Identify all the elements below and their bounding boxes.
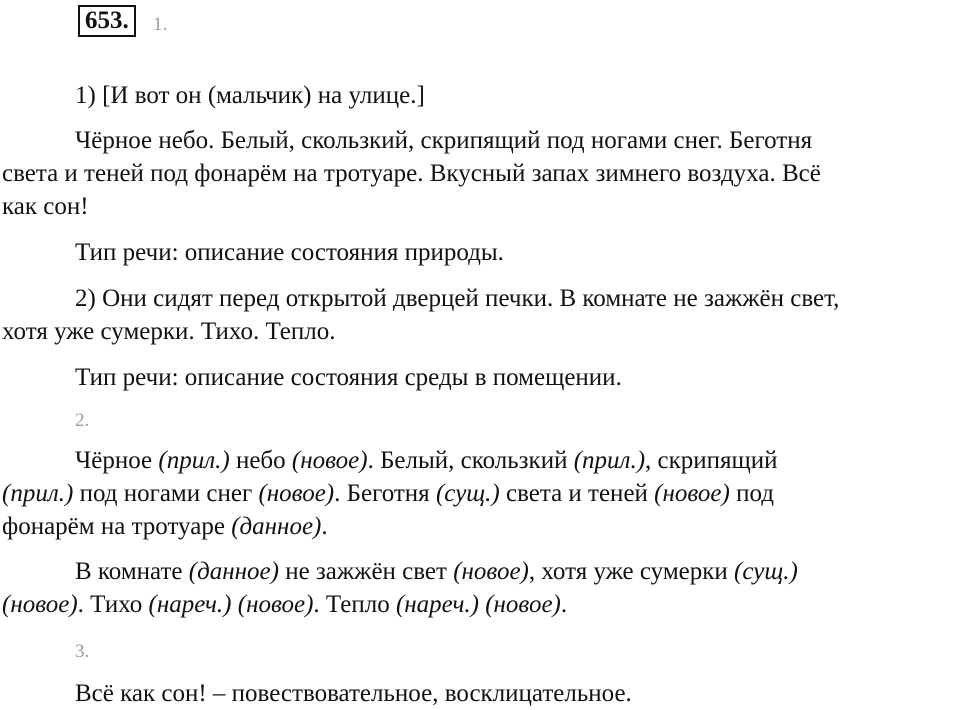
section-marker-3-wrap	[0, 633, 955, 668]
text-line: В комнате (данное) не зажжён свет (новое), хотя уже сумерки (сущ.)	[75, 558, 798, 585]
text-line: (новое). Тихо (нареч.) (новое). Тепло (нареч.) (новое).	[2, 591, 568, 618]
text-line: Чёрное небо. Белый, скользкий, скрипящий под ногами снег. Беготня	[75, 127, 813, 154]
speech-type-2	[0, 361, 955, 394]
text-line: как сон!	[2, 193, 89, 220]
section-marker-2-wrap	[0, 402, 955, 437]
text-line: Всё как сон! – повествовательное, восклицательное.	[75, 680, 632, 707]
part2-paragraph-a	[0, 444, 955, 543]
text-line: хотя уже сумерки. Тихо. Тепло.	[2, 318, 336, 345]
text-line: (прил.) под ногами снег (новое). Беготня (сущ.) света и теней (новое) под	[2, 480, 774, 507]
text-line: Тип речи: описание состояния среды в помещении.	[75, 364, 622, 391]
part2-paragraph-b	[0, 555, 955, 621]
section-marker-2: 2.	[75, 410, 90, 431]
part1-intro	[0, 79, 955, 112]
text-line: фонарём на тротуаре (данное).	[2, 513, 328, 540]
part3-text	[0, 677, 955, 710]
text-line: Тип речи: описание состояния природы.	[75, 239, 504, 266]
text-line: 2) Они сидят перед открытой дверцей печки. В комнате не зажжён свет,	[75, 285, 840, 312]
section-marker-3: 3.	[75, 641, 90, 662]
intro-line: 1) [И вот он (мальчик) на улице.]	[75, 82, 425, 109]
text-line: Чёрное (прил.) небо (новое). Белый, скользкий (прил.), скрипящий	[75, 447, 778, 474]
part1-p2	[0, 282, 955, 348]
speech-type-1	[0, 236, 955, 269]
text-line: света и теней под фонарём на тротуаре. Вкусный запах зимнего воздуха. Всё	[2, 160, 821, 187]
exercise-number: 653.	[78, 5, 136, 37]
section-marker-1: 1.	[153, 14, 168, 35]
part1-text	[0, 124, 955, 223]
